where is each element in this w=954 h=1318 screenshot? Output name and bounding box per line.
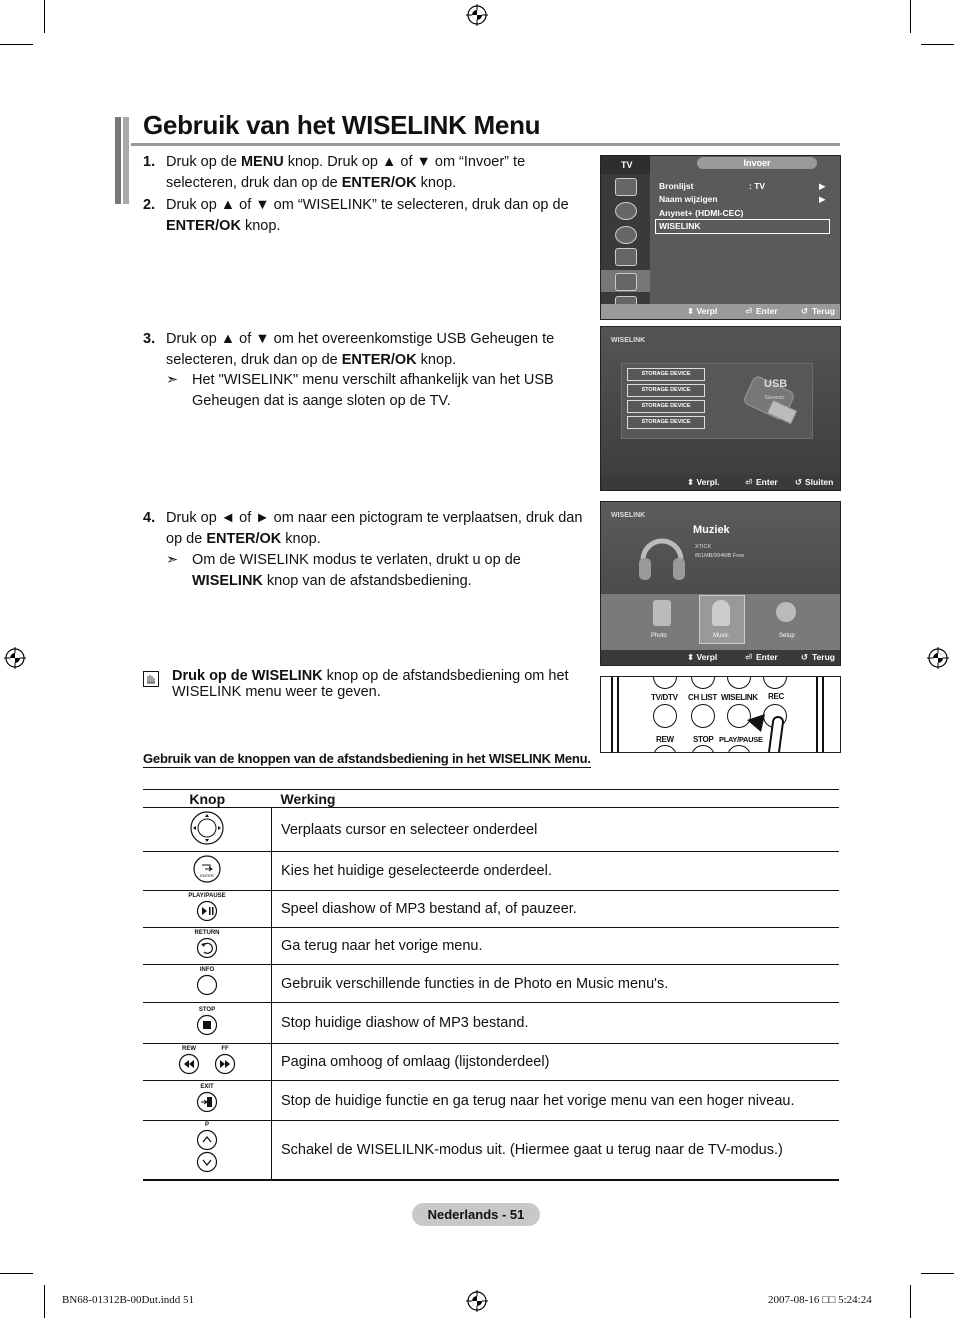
title-underline	[131, 143, 840, 146]
note-arrow-icon: ➣	[166, 552, 179, 568]
photo-icon	[653, 600, 671, 626]
tv-input-menu-screenshot: TV Invoer Bronlijst : TV ▶ Naam wijzigen ▶ Anynet+ (HDMI-CEC) WISELINK ⬍ Verpl ⏎ Enter ↺ Terug	[600, 155, 841, 320]
wiselink-music-screenshot: WISELINK Muziek XTICK 861MB/994MB Free Photo Music Setup ⬍ Verpl ⏎ Enter ↺ Terug	[600, 501, 841, 666]
input-icon	[615, 273, 637, 291]
crop-mark	[921, 44, 954, 45]
storage-device-item: STORAGE DEVICE	[627, 416, 705, 429]
header-bar	[115, 117, 121, 204]
rew-icon	[178, 1053, 200, 1075]
table-row: ENTER Kies het huidige geselecteerde onderdeel.	[143, 852, 839, 891]
table-row: Verplaats cursor en selecteer onderdeel	[143, 808, 839, 852]
menu-row-anynet: Anynet+ (HDMI-CEC)	[659, 208, 744, 218]
return-icon: ↺	[801, 652, 809, 662]
footer-date: 2007-08-16 □□ 5:24:24	[768, 1294, 872, 1306]
music-footer: ⬍ Verpl ⏎ Enter ↺ Terug	[601, 650, 840, 665]
exit-icon	[196, 1091, 218, 1113]
channel-icon	[615, 226, 637, 244]
svg-text:ENTER: ENTER	[200, 873, 214, 878]
return-icon	[196, 937, 218, 959]
step-2: 2. Druk op ▲ of ▼ om “WISELINK” te selecteren, druk dan op de ENTER/OK knop.	[143, 197, 569, 234]
registration-mark-icon	[466, 1290, 488, 1312]
return-icon: ↺	[801, 306, 809, 316]
table-subheading: Gebruik van de knoppen van de afstandsbediening in het WISELINK Menu.	[143, 751, 591, 766]
setup-icon	[776, 602, 796, 622]
crop-mark	[44, 0, 45, 33]
storage-device-item: STORAGE DEVICE	[627, 368, 705, 381]
play-pause-icon	[196, 900, 218, 922]
rec-label: REC	[768, 692, 784, 701]
step-1: 1. Druk op de MENU knop. Druk op ▲ of ▼ om “Invoer” te selecteren, druk dan op de ENTER/OK knop.	[143, 154, 526, 191]
table-row: PLAY/PAUSE Speel diashow of MP3 bestand af, of pauzeer.	[143, 891, 839, 928]
stop-label: STOP	[693, 735, 714, 744]
registration-mark-icon	[927, 647, 949, 669]
table-row: RETURN Ga terug naar het vorige menu.	[143, 928, 839, 965]
storage-device-item: STORAGE DEVICE	[627, 400, 705, 413]
note-arrow-icon: ➣	[166, 372, 179, 388]
play-pause-label: PLAY/PAUSE	[719, 735, 763, 744]
crop-mark	[921, 1273, 954, 1274]
menu-row-wiselink: WISELINK	[659, 221, 701, 231]
table-row: P Schakel de WISELILNK-modus uit. (Hiermee gaat u terug naar de TV-modus.)	[143, 1121, 839, 1180]
menu-row-bronlijst: Bronlijst : TV ▶	[659, 181, 826, 191]
registration-mark-icon	[4, 647, 26, 669]
enter-icon: ⏎	[745, 652, 753, 662]
tv-dtv-button	[653, 704, 677, 728]
remote-control-illustration	[600, 676, 841, 753]
menu-row-naam-wijzigen: Naam wijzigen ▶	[659, 194, 826, 204]
col-header-knop: Knop	[143, 790, 272, 808]
step-3: 3. Druk op ▲ of ▼ om het overeenkomstige USB Geheugen te selecteren, druk dan op de ENTER/OK knop.	[143, 331, 555, 368]
wiselink-label: WISELINK	[721, 693, 758, 702]
step-4: 4. Druk op ◄ of ► om naar een pictogram te verplaatsen, druk dan op de ENTER/OK knop.	[143, 510, 583, 547]
memo-icon	[143, 671, 159, 687]
usb-stick-icon	[729, 365, 809, 439]
channel-up-down-icon	[196, 1129, 218, 1173]
enter-icon	[192, 854, 222, 884]
header-bar	[123, 117, 129, 204]
table-row: EXIT Stop de huidige functie en ga terug naar het vorige menu van een hoger niveau.	[143, 1081, 839, 1121]
ch-list-label: CH LIST	[688, 693, 718, 702]
table-header-row	[143, 790, 839, 808]
enter-icon: ⏎	[745, 477, 753, 487]
menu-tab-invoer: Invoer	[697, 157, 817, 169]
headphones-icon	[635, 524, 689, 586]
table-row: STOP Stop huidige diashow of MP3 bestand.	[143, 1003, 839, 1044]
picture-icon	[615, 178, 637, 196]
rew-label: REW	[656, 735, 674, 744]
menu-sidebar	[601, 174, 650, 314]
storage-device-item: STORAGE DEVICE	[627, 384, 705, 397]
music-icon	[712, 600, 730, 626]
menu-footer: ⬍ Verpl ⏎ Enter ↺ Terug	[601, 304, 840, 319]
table-row: INFO Gebruik verschillende functies in de Photo en Music menu's.	[143, 965, 839, 1003]
crop-mark	[910, 1285, 911, 1318]
setup-icon	[615, 248, 637, 266]
page-title: Gebruik van het WISELINK Menu	[143, 110, 541, 140]
crop-mark	[0, 1273, 33, 1274]
crop-mark	[0, 44, 33, 45]
pointing-hand-icon	[743, 712, 789, 752]
sound-icon	[615, 202, 637, 220]
col-header-werking: Werking	[272, 790, 840, 808]
tv-dtv-label: TV/DTV	[651, 693, 678, 702]
stop-icon	[196, 1014, 218, 1036]
info-icon	[196, 974, 218, 996]
footer-file: BN68-01312B-00Dut.indd 51	[62, 1294, 194, 1306]
crop-mark	[910, 0, 911, 33]
buttons-table	[143, 789, 839, 1181]
page-number: Nederlands - 51	[412, 1203, 540, 1226]
ff-icon	[214, 1053, 236, 1075]
table-row: REW FF Pagina omhoog of omlaag (lijstonderdeel)	[143, 1044, 839, 1081]
usb-device-screenshot: WISELINK STORAGE DEVICE STORAGE DEVICE STORAGE DEVICE STORAGE DEVICE USB Generic ⬍ Verpl. ⏎ Enter ↺ Sluiten	[600, 326, 841, 491]
dpad-icon	[189, 810, 225, 846]
ch-list-button	[691, 704, 715, 728]
crop-mark	[44, 1285, 45, 1318]
usb-footer: ⬍ Verpl. ⏎ Enter ↺ Sluiten	[601, 475, 840, 490]
registration-mark-icon	[466, 4, 488, 26]
return-icon: ↺	[795, 477, 803, 487]
enter-icon: ⏎	[745, 306, 753, 316]
tip-text: Druk op de WISELINK knop op de afstandsbediening om het WISELINK menu weer te geven.	[172, 668, 569, 700]
